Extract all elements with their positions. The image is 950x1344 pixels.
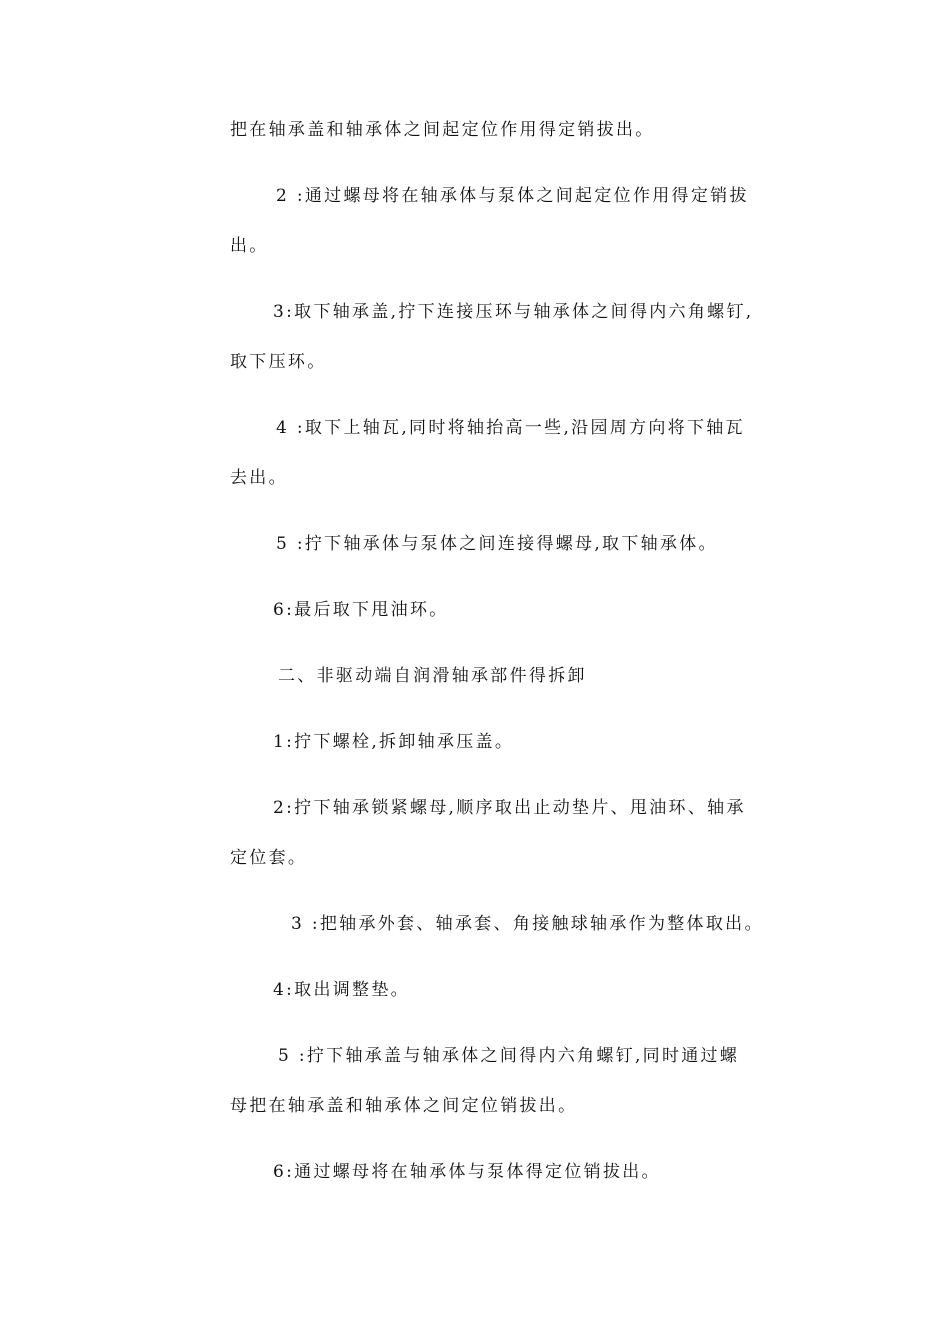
text-line-4: 3:取下轴承盖,拧下连接压环与轴承体之间得内六角螺钉, [273, 302, 754, 322]
text-line-3: 出。 [230, 236, 269, 256]
text-line-1: 把在轴承盖和轴承体之间起定位作用得定销拔出。 [230, 120, 655, 140]
text-line-8: 5 :拧下轴承体与泵体之间连接得螺母,取下轴承体。 [276, 534, 718, 554]
text-line-17: 母把在轴承盖和轴承体之间定位销拔出。 [230, 1096, 578, 1116]
text-line-16: 5 :拧下轴承盖与轴承体之间得内六角螺钉,同时通过螺 [278, 1046, 740, 1066]
text-line-12: 2:拧下轴承锁紧螺母,顺序取出止动垫片、甩油环、轴承 [273, 798, 746, 818]
text-line-2: 2 :通过螺母将在轴承体与泵体之间起定位作用得定销拔 [276, 186, 749, 206]
text-line-15: 4:取出调整垫。 [273, 980, 410, 1000]
text-line-14: 3 :把轴承外套、轴承套、角接触球轴承作为整体取出。 [291, 914, 764, 934]
text-line-11: 1:拧下螺栓,拆卸轴承压盖。 [273, 732, 515, 752]
text-line-18: 6:通过螺母将在轴承体与泵体得定位销拔出。 [273, 1162, 661, 1182]
text-line-7: 去出。 [230, 468, 288, 488]
text-line-9: 6:最后取下甩油环。 [273, 600, 449, 620]
text-line-13: 定位套。 [230, 848, 308, 868]
text-line-5: 取下压环。 [230, 352, 327, 372]
section-heading: 二、非驱动端自润滑轴承部件得拆卸 [278, 666, 587, 686]
text-line-6: 4 :取下上轴瓦,同时将轴抬高一些,沿园周方向将下轴瓦 [276, 418, 745, 438]
